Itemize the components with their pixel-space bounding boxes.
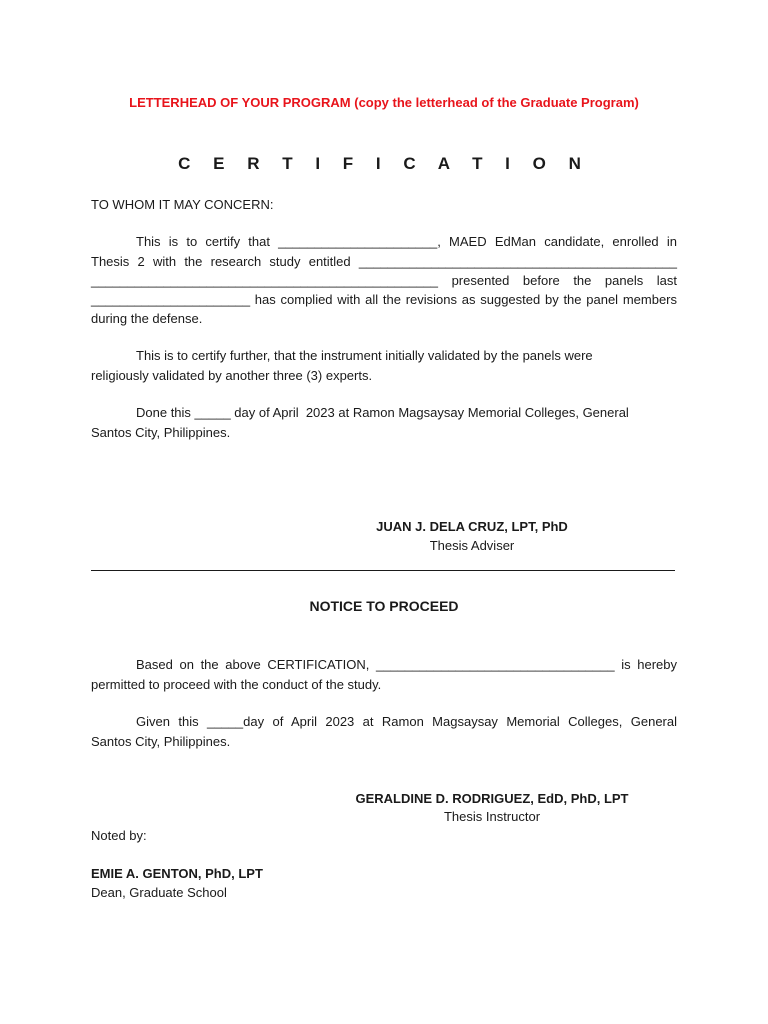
notice-line-1: Based on the above CERTIFICATION, _________________________________ is hereby [136,657,677,672]
notice-line-2: permitted to proceed with the conduct of the study. [91,677,382,692]
certification-line-2: Thesis 2 with the research study entitled ____________________________________________ [91,254,677,269]
adviser-name: JUAN J. DELA CRUZ, LPT, PhD [376,519,568,534]
dean-name: EMIE A. GENTON, PhD, LPT [91,866,263,881]
done-this-line-1: Done this _____ day of April 2023 at Ramon Magsaysay Memorial Colleges, General [136,405,629,420]
certification-further-line-1: This is to certify further, that the instrument initially validated by the panels were [136,348,593,363]
dean-role: Dean, Graduate School [91,885,227,900]
noted-by-label: Noted by: [91,828,147,843]
salutation: TO WHOM IT MAY CONCERN: [91,197,274,212]
notice-title: NOTICE TO PROCEED [309,598,459,614]
section-divider [91,570,675,571]
certification-line-3: ________________________________________________ presented before the panels last [91,273,677,288]
certification-line-4: ______________________ has complied with all the revisions as suggested by the panel members [91,292,677,307]
instructor-role: Thesis Instructor [443,809,541,824]
instructor-name: GERALDINE D. RODRIGUEZ, EdD, PhD, LPT [355,791,629,806]
certification-line-1: This is to certify that ______________________, MAED EdMan candidate, enrolled in [136,234,677,249]
given-this-line-2: Santos City, Philippines. [91,734,231,749]
document-title: C E R T I F I C A T I O N [178,154,590,173]
certification-line-5: during the defense. [91,311,203,326]
certification-further-line-2: religiously validated by another three (3) experts. [91,368,373,383]
done-this-line-2: Santos City, Philippines. [91,425,231,440]
adviser-role: Thesis Adviser [429,538,515,553]
letterhead-placeholder: LETTERHEAD OF YOUR PROGRAM (copy the letterhead of the Graduate Program) [129,95,639,110]
given-this-line-1: Given this _____day of April 2023 at Ramon Magsaysay Memorial Colleges, General [136,714,677,729]
